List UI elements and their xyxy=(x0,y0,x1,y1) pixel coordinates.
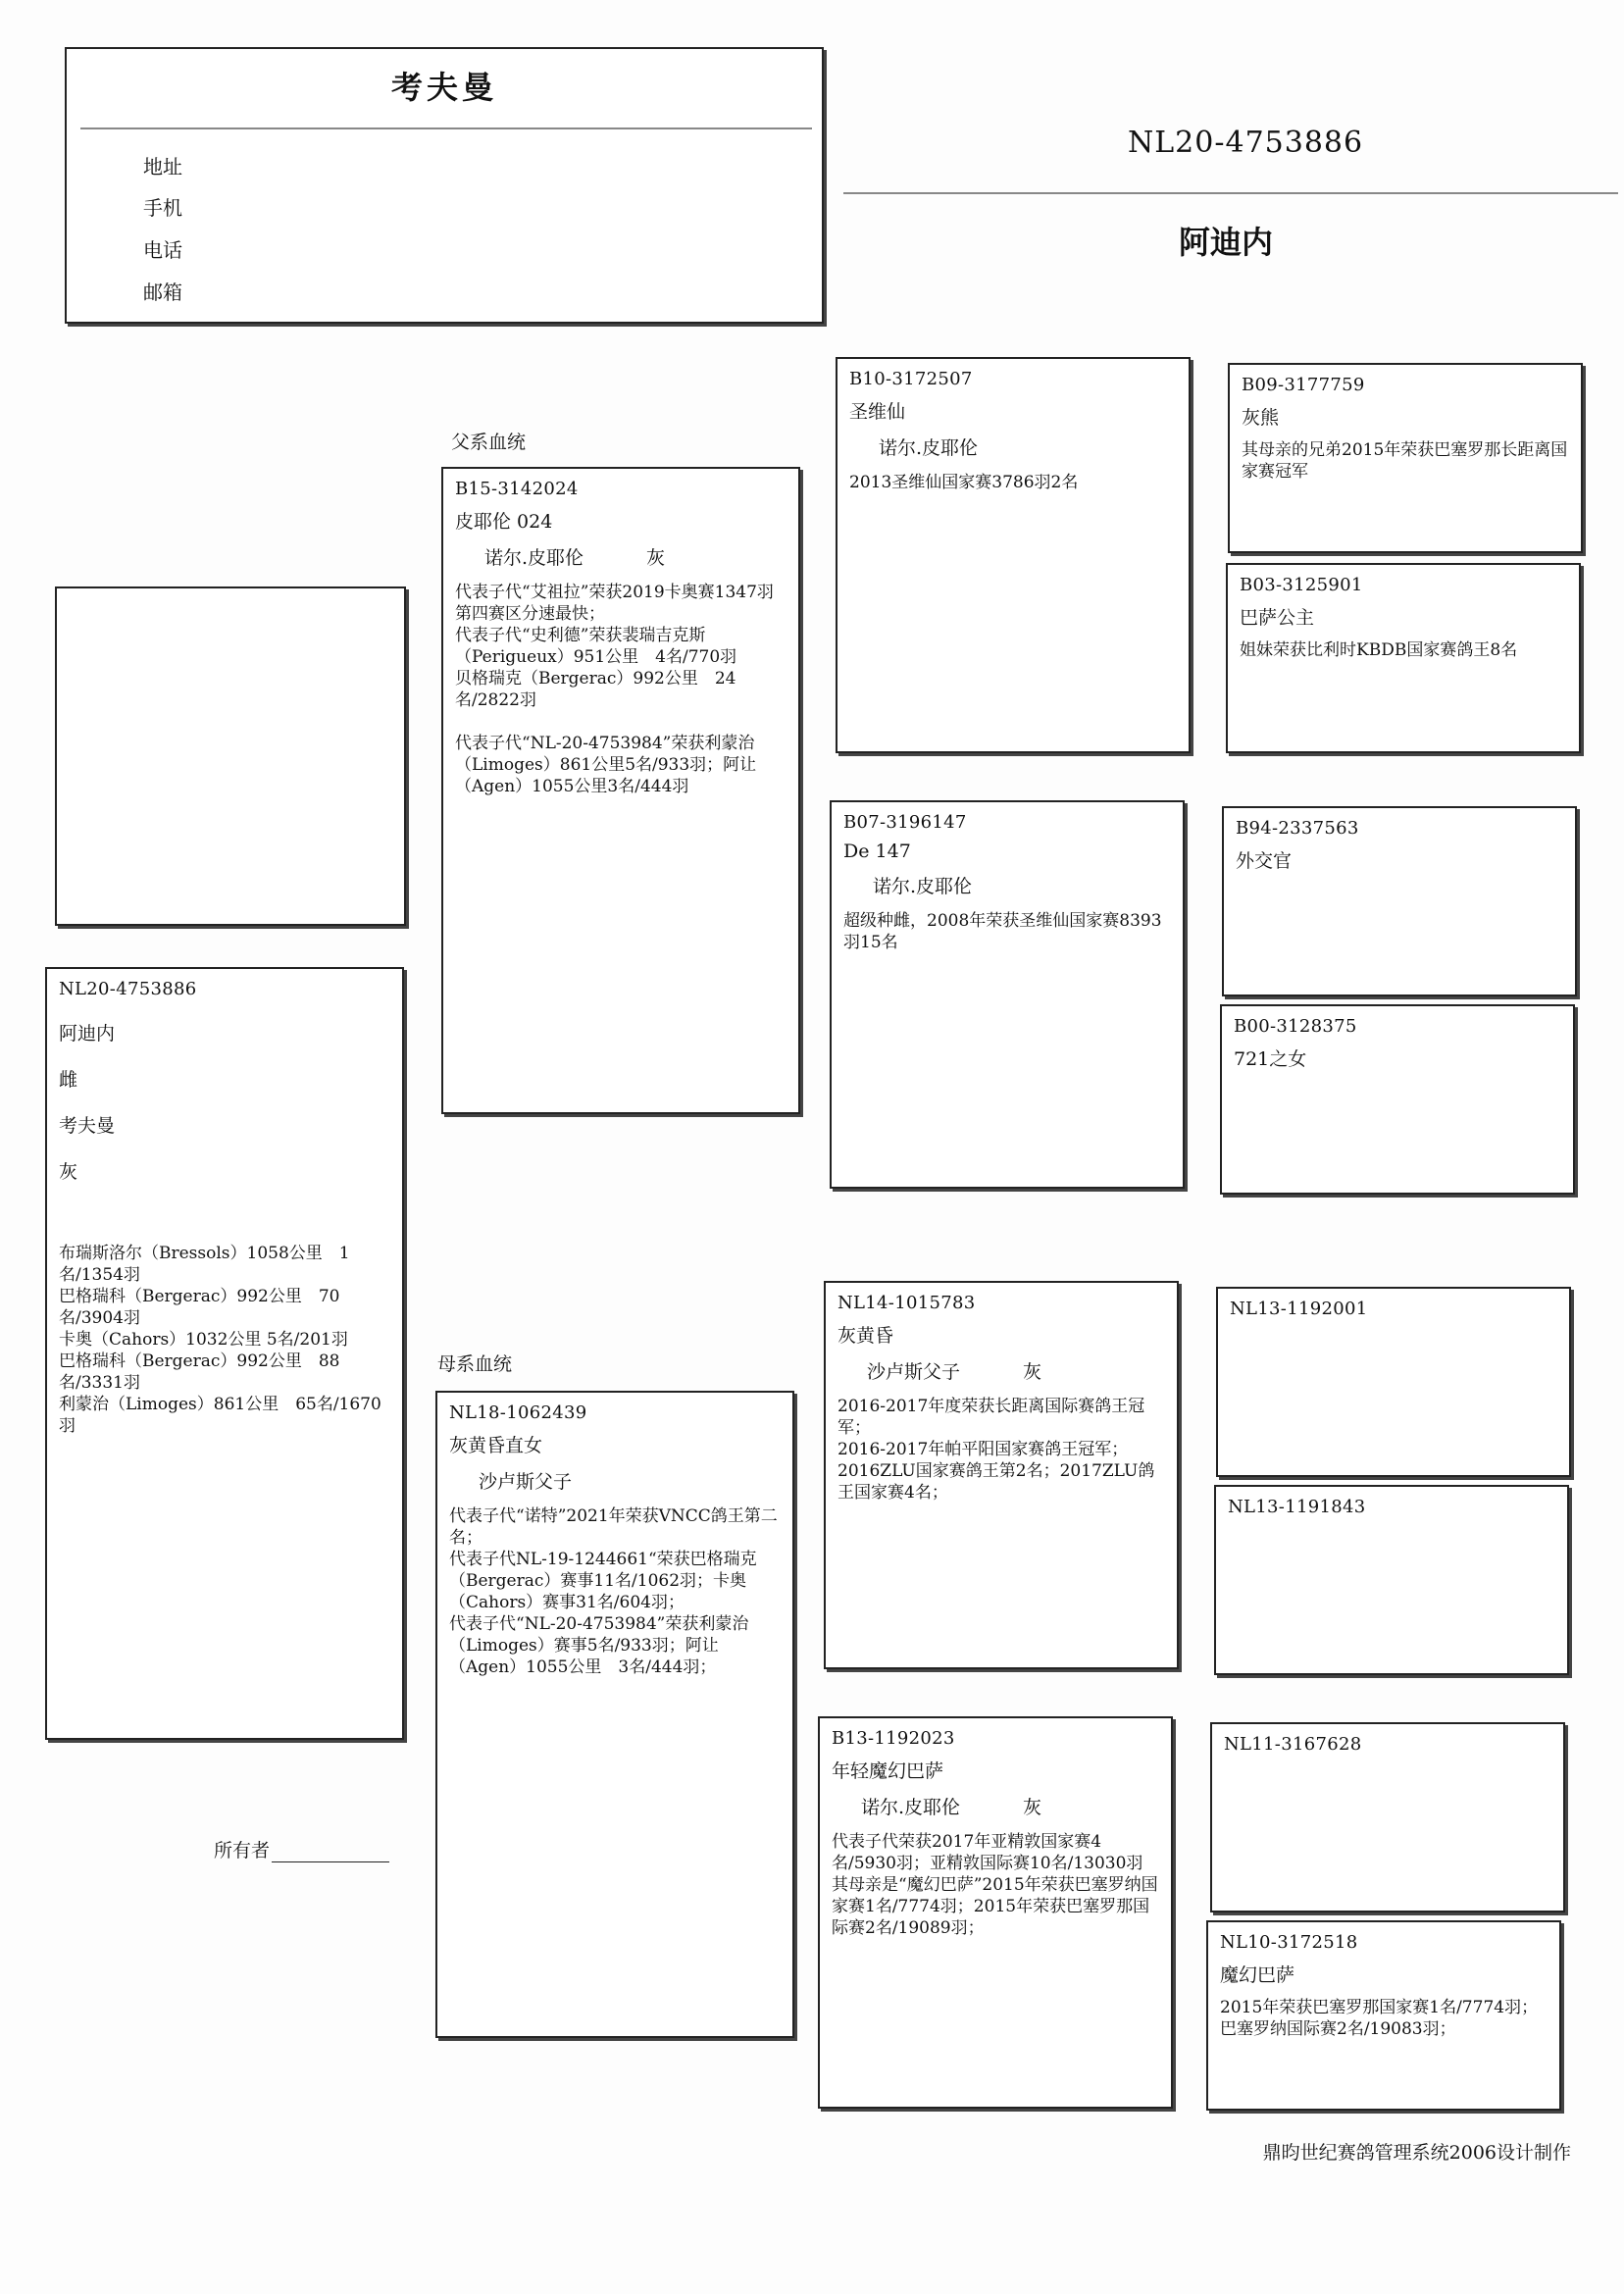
sd-line: 诺尔.皮耶伦 xyxy=(873,876,973,897)
ds-text: 2016-2017年度荣获长距离国际赛鸽王冠军； 2016-2017年帕平阳国家赛鸽王冠军； 2016ZLU国家赛鸽王第2名；2017ZLU鸽王国家赛4名； xyxy=(837,1397,1155,1503)
owner-divider xyxy=(80,127,812,129)
sire-line-breeder: 诺尔.皮耶伦 xyxy=(484,547,584,569)
dds-box xyxy=(1210,1722,1565,1912)
dam-text: 代表子代“诺特”2021年荣获VNCC鸽王第二名； 代表子代NL-19-1244661“荣获巴格瑞克（Bergerac）赛事11名/1062羽；卡奥（Cahors）赛事31名/604羽； 代表子代“NL-20-4753984”荣获利蒙治（Limoges）赛事5名/933羽；阿让（Agen）1055公里 3名/444羽； xyxy=(449,1506,778,1677)
dam-box xyxy=(435,1391,794,2038)
dd-line xyxy=(861,1793,1159,1819)
ds-line-breeder: 沙卢斯父子 xyxy=(867,1361,961,1383)
ssd-box xyxy=(1226,563,1581,753)
sd-ring: B07-3196147 xyxy=(843,812,967,833)
sd-text: 超级种雌，2008年荣获圣维仙国家赛8393羽15名 xyxy=(843,911,1162,952)
sdd-box xyxy=(1220,1004,1575,1195)
dam-line: 沙卢斯父子 xyxy=(479,1471,573,1493)
subject-sex: 雌 xyxy=(59,1069,78,1091)
main-divider xyxy=(843,192,1618,194)
sds-ring: B94-2337563 xyxy=(1236,818,1359,839)
ss-name: 圣维仙 xyxy=(849,401,906,423)
dss-ring: NL13-1192001 xyxy=(1230,1299,1368,1319)
sire-dam-box xyxy=(830,800,1185,1189)
email-label: 邮箱 xyxy=(143,280,182,304)
ds-line xyxy=(867,1357,1165,1384)
ssd-name: 巴萨公主 xyxy=(1240,607,1315,629)
main-ring-number: NL20-4753886 xyxy=(1128,126,1364,160)
dd-line-breeder: 诺尔.皮耶伦 xyxy=(861,1797,961,1818)
ss-line: 诺尔.皮耶伦 xyxy=(879,437,979,459)
subject-name: 阿迪内 xyxy=(59,1023,116,1045)
sds-box xyxy=(1222,806,1577,996)
sss-name: 灰熊 xyxy=(1242,407,1280,429)
dss-box xyxy=(1216,1287,1571,1477)
sire-text: 代表子代“艾祖拉”荣获2019卡奥赛1347羽第四赛区分速最快； 代表子代“史利德”荣获裴瑞吉克斯（Perigueux）951公里 4名/770羽 贝格瑞克（Bergerac）992公里 24名/2822羽 代表子代“NL-20-4753984”荣获利蒙治（Limoges）861公里5名/933羽；阿让（Agen）1055公里3名/444羽 xyxy=(455,583,774,796)
subject-results: 布瑞斯洛尔（Bressols）1058公里 1名/1354羽 巴格瑞科（Bergerac）992公里 70名/3904羽 卡奥（Cahors）1032公里 5名/201羽 巴格瑞科（Bergerac）992公里 88名/3331羽 利蒙治（Limoges）861公里 65名/1670羽 xyxy=(59,1244,381,1436)
ds-color: 灰 xyxy=(1023,1361,1042,1383)
sds-name: 外交官 xyxy=(1236,850,1293,872)
dam-dam-box xyxy=(818,1716,1173,2109)
sire-line xyxy=(484,543,787,570)
sire-box xyxy=(441,467,800,1114)
ddd-text: 2015年荣获巴塞罗那国家赛1名/7774羽；巴塞罗纳国际赛2名/19083羽； xyxy=(1220,1998,1539,2039)
ddd-ring: NL10-3172518 xyxy=(1220,1932,1358,1953)
sss-ring: B09-3177759 xyxy=(1242,375,1365,395)
ss-text: 2013圣维仙国家赛3786羽2名 xyxy=(849,473,1079,492)
sdd-name: 721之女 xyxy=(1234,1048,1307,1070)
ds-name: 灰黄昏 xyxy=(837,1325,894,1347)
sire-name: 皮耶伦 024 xyxy=(455,511,553,533)
ds-ring: NL14-1015783 xyxy=(837,1293,976,1313)
owner-title: 考夫曼 xyxy=(390,69,497,106)
ddd-box xyxy=(1206,1920,1561,2111)
dd-text: 代表子代荣获2017年亚精敦国家赛4名/5930羽；亚精敦国际赛10名/13030羽 其母亲是“魔幻巴萨”2015年荣获巴塞罗纳国家赛1名/7774羽；2015年荣获巴塞罗那国际赛2名/19089羽； xyxy=(832,1832,1158,1938)
sss-text: 其母亲的兄弟2015年荣获巴塞罗那长距离国家赛冠军 xyxy=(1242,440,1568,482)
sire-line-label: 父系血统 xyxy=(451,432,527,453)
sdd-ring: B00-3128375 xyxy=(1234,1016,1357,1037)
dam-name: 灰黄昏直女 xyxy=(449,1435,543,1456)
subject-color: 灰 xyxy=(59,1161,78,1183)
dam-ring: NL18-1062439 xyxy=(449,1402,587,1423)
ssd-ring: B03-3125901 xyxy=(1240,575,1363,595)
dd-name: 年轻魔幻巴萨 xyxy=(832,1760,944,1782)
ss-ring: B10-3172507 xyxy=(849,369,973,389)
sd-name: De 147 xyxy=(843,841,911,862)
photo-frame xyxy=(55,586,406,926)
subject-box xyxy=(45,967,404,1740)
ddd-name: 魔幻巴萨 xyxy=(1220,1964,1295,1986)
sire-color: 灰 xyxy=(646,547,666,569)
mobile-label: 手机 xyxy=(143,196,182,220)
owner-sign-label: 所有者 xyxy=(214,1840,271,1861)
subject-breeder: 考夫曼 xyxy=(59,1115,116,1137)
dsd-box xyxy=(1214,1485,1569,1675)
footer-credit: 鼎昀世纪赛鸽管理系统2006设计制作 xyxy=(1262,2142,1571,2164)
ssd-text: 姐妹荣获比利时KBDB国家赛鸽王8名 xyxy=(1240,640,1518,660)
owner-info-box xyxy=(65,47,824,324)
dd-ring: B13-1192023 xyxy=(832,1728,955,1749)
dds-ring: NL11-3167628 xyxy=(1224,1734,1362,1755)
dam-sire-box xyxy=(824,1281,1179,1669)
main-pigeon-name: 阿迪内 xyxy=(1179,224,1274,261)
phone-label: 电话 xyxy=(143,238,182,262)
address-label: 地址 xyxy=(143,155,182,178)
signature-line xyxy=(272,1844,389,1862)
owner-signature xyxy=(214,1836,389,1862)
sire-ring: B15-3142024 xyxy=(455,479,579,499)
subject-ring: NL20-4753886 xyxy=(59,979,197,999)
dd-color: 灰 xyxy=(1023,1797,1042,1818)
dam-line-label: 母系血统 xyxy=(437,1353,513,1375)
sire-sire-box xyxy=(836,357,1191,753)
dsd-ring: NL13-1191843 xyxy=(1228,1497,1366,1517)
sss-box xyxy=(1228,363,1583,553)
